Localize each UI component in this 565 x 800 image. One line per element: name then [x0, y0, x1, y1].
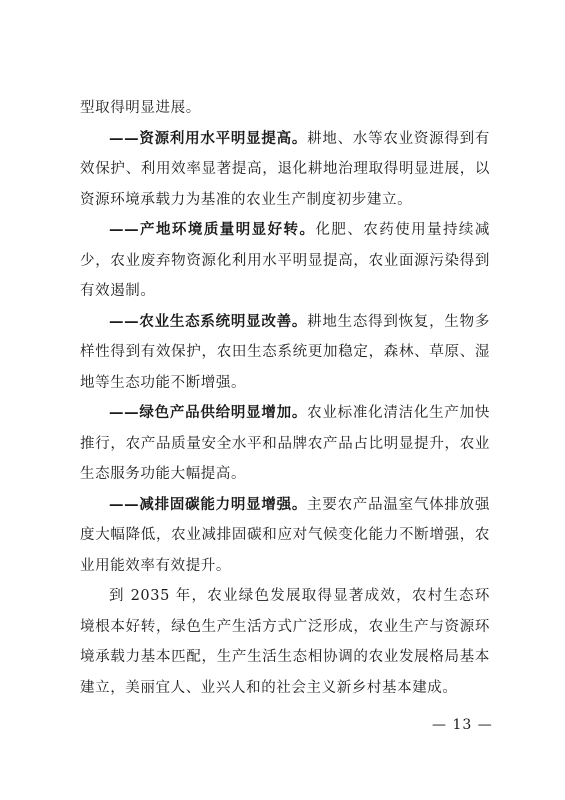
- paragraph-green-products: [80, 398, 490, 490]
- paragraph-environment-quality: [80, 215, 490, 307]
- paragraph-text: 耕地、水等农业资源得到有效保护、利用效率显著提高，退化耕地治理取得明显进展，以资源环境承载力为基准的农业生产制度初步建立。: [80, 130, 490, 208]
- paragraph-continuation: [80, 93, 490, 124]
- paragraph-text: 农业标准化清洁化生产加快推行，农产品质量安全水平和品牌农产品占比明显提升，农业生态服务功能大幅提高。: [80, 405, 490, 482]
- paragraph-text: 到 2035 年，农业绿色发展取得显著成效，农村生态环境根本好转，绿色生产生活方式广泛形成，农业生产与资源环境承载力基本匹配，生产生活生态相协调的农业发展格局基本建立，美丽宜人、业兴人和的社会主义新乡村基本建成。: [80, 588, 490, 696]
- paragraph-text: 化肥、农药使用量持续减少，农业废弃物资源化利用水平明显提高，农业面源污染得到有效遏制。: [80, 222, 490, 299]
- paragraph-lead: ——农业生态系统明显改善。: [109, 312, 308, 330]
- paragraph-lead: ——产地环境质量明显好转。: [109, 221, 316, 238]
- paragraph-lead: ——绿色产品供给明显增加。: [109, 404, 308, 421]
- paragraph-2035-goal: [80, 581, 490, 703]
- paragraph-lead: ——资源利用水平明显提高。: [109, 129, 308, 147]
- paragraph-resource-utilization: [80, 124, 490, 216]
- paragraph-text: 型取得明显进展。: [80, 100, 201, 116]
- body-text: [80, 93, 490, 703]
- paragraph-text: 主要农产品温室气体排放强度大幅降低，农业减排固碳和应对气候变化能力不断增强，农业用能效率有效提升。: [80, 496, 490, 574]
- paragraph-carbon-reduction: [80, 490, 490, 582]
- paragraph-text: 耕地生态得到恢复，生物多样性得到有效保护，农田生态系统更加稳定，森林、草原、湿地等生态功能不断增强。: [80, 313, 490, 391]
- paragraph-lead: ——减排固碳能力明显增强。: [109, 495, 308, 513]
- paragraph-ecosystem: [80, 307, 490, 399]
- page-number: — 13 —: [432, 717, 493, 733]
